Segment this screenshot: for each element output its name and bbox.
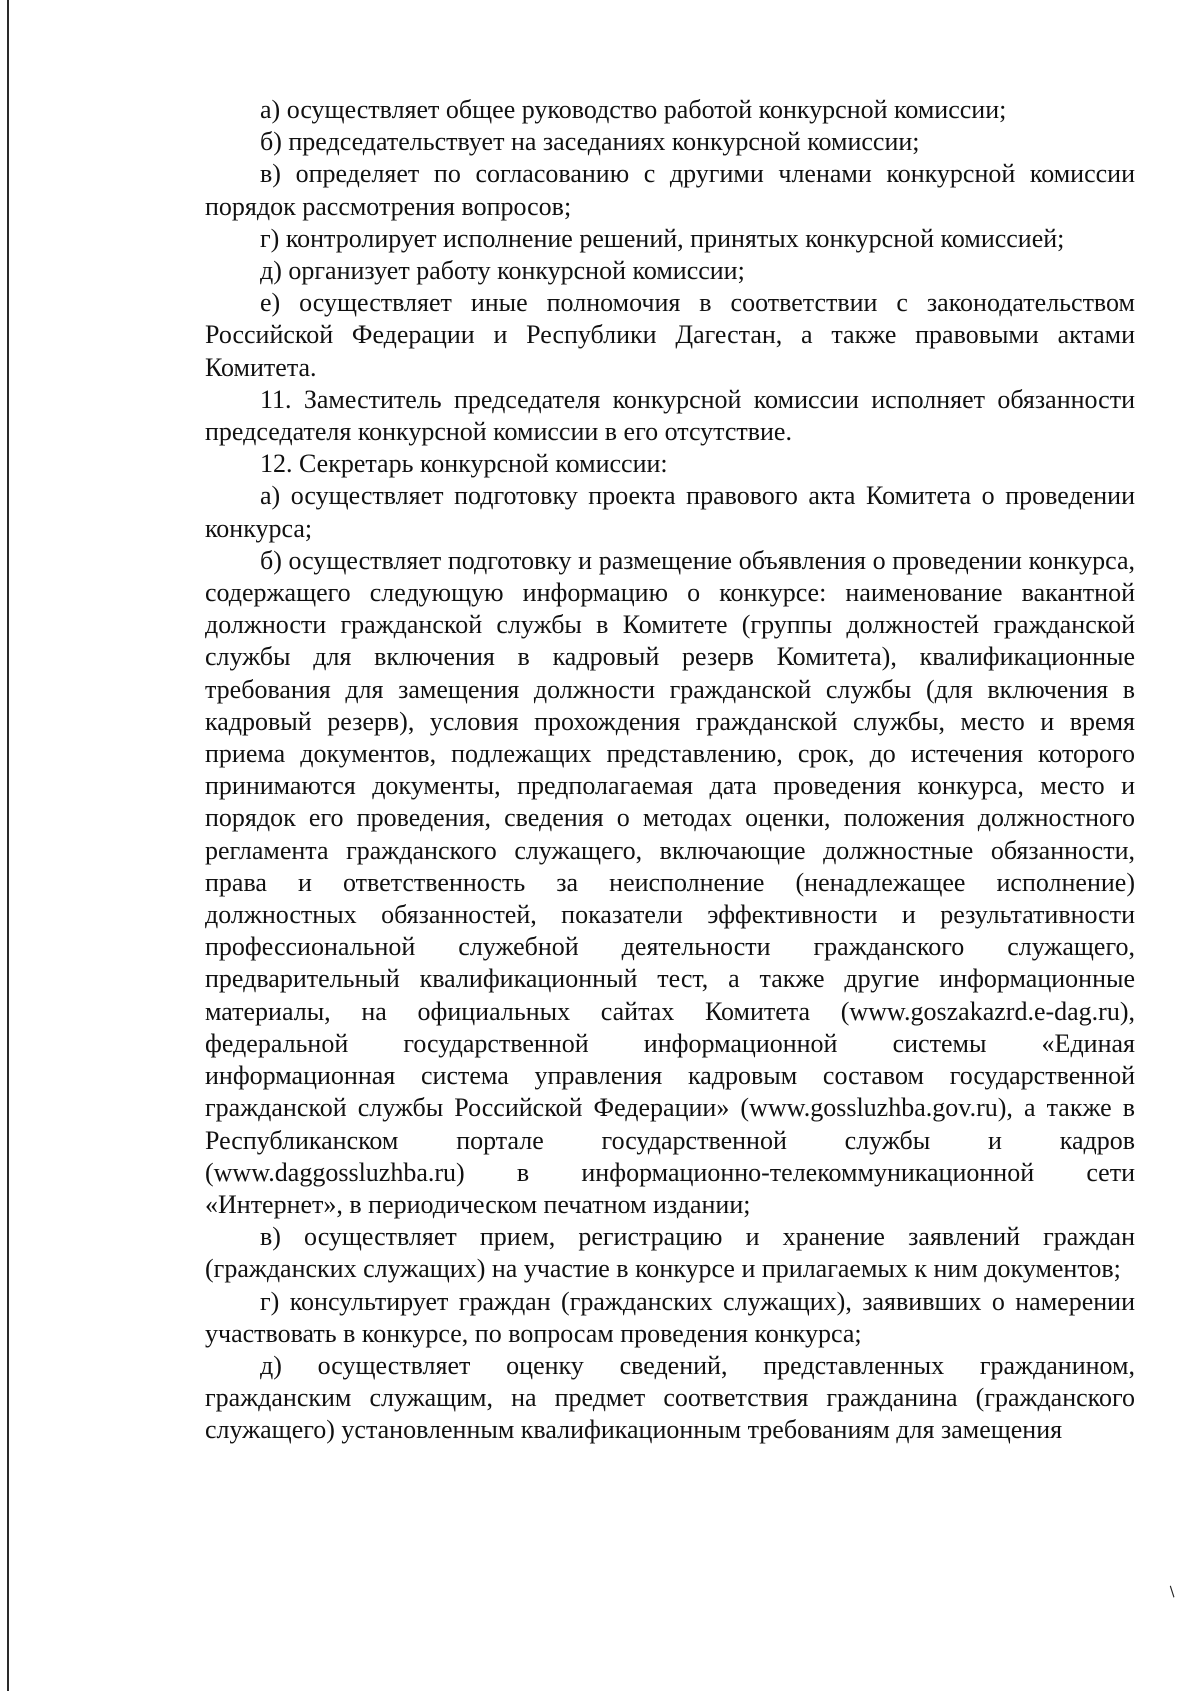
paragraph-b-chairs-meetings: б) председательствует на заседаниях конкурсной комиссии;: [260, 127, 920, 157]
paragraph-12b-announcement: б) осуществляет подготовку и размещение объявления о проведении конкурса, содержащего следующую информацию о конкурсе: наименование вакантной должности гражданской службы в Комитете (группы должностей гражданской службы для включения в кадровый резерв Комитета), квалификационные требования для замещения должности гражданской службы (для включения в кадровый резерв), условия прохождения гражданской службы, место и время приема документов, подлежащих представлению, срок, до истечения которого принимаются документы, предполагаемая дата проведения конкурса, место и порядок его проведения, сведения о методах оценки, положения должностного регламента гражданского служащего, включающие должностные обязанности, права и ответственность за неисполнение (ненадлежащее исполнение) должностных обязанностей, показатели эффективности и результативности профессиональной служебной деятельности гражданского служащего, предварительный квалификационный тест, а также другие информационные материалы, на официальных сайтах Комитета (www.goszakazrd.e-dag.ru), федеральной государственной информационной системы «Единая информационная система управления кадровым составом государственной гражданской службы Российской Федерации» (www.gossluzhba.gov.ru), а также в Республиканском портале государственной службы и кадров (www.daggossluzhba.ru) в информационно-телекоммуникационной сети «Интернет», в периодическом печатном издании;: [205, 545, 1135, 1219]
paragraph-12v-applications: в) осуществляет прием, регистрацию и хранение заявлений граждан (гражданских служащих) на участие в конкурсе и прилагаемых к ним документов;: [205, 1222, 1135, 1284]
scan-edge-line: [7, 0, 9, 1691]
paragraph-g-controls-decisions: г) контролирует исполнение решений, принятых конкурсной комиссией;: [260, 223, 1065, 253]
paragraph-12g-consults: г) консультирует граждан (гражданских служащих), заявивших о намерении участвовать в конкурсе, по вопросам проведения конкурса;: [205, 1286, 1135, 1348]
paragraph-12d-evaluation: д) осуществляет оценку сведений, представленных гражданином, гражданским служащим, на предмет соответствия гражданина (гражданского служащего) установленным квалификационным требованиям для замещения: [205, 1350, 1135, 1445]
paragraph-d-organizes-work: д) организует работу конкурсной комиссии;: [260, 256, 745, 286]
paragraph-12-secretary: 12. Секретарь конкурсной комиссии:: [260, 449, 668, 479]
document-page: [205, 94, 1135, 1447]
paragraph-a-general-management: а) осуществляет общее руководство работой конкурсной комиссии;: [260, 95, 1007, 124]
paragraph-12a-legal-act: а) осуществляет подготовку проекта правового акта Комитета о проведении конкурса;: [205, 481, 1135, 543]
paragraph-v-order-of-questions: в) определяет по согласованию с другими членами конкурсной комиссии порядок рассмотрения вопросов;: [205, 159, 1135, 221]
paragraph-11-deputy-chairman: 11. Заместитель председателя конкурсной комиссии исполняет обязанности председателя конкурсной комиссии в его отсутствие.: [205, 384, 1135, 447]
paragraph-e-other-powers: е) осуществляет иные полномочия в соответствии с законодательством Российской Федерации и Республики Дагестан, а также правовыми актами Комитета.: [205, 288, 1135, 382]
scan-mark: /: [1166, 1584, 1180, 1600]
